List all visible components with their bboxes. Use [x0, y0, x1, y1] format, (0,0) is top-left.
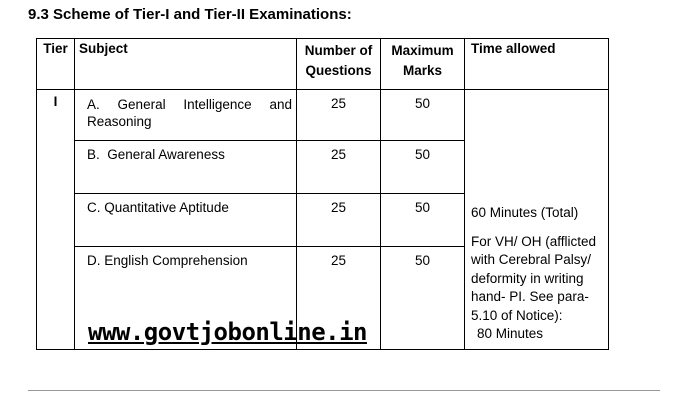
section-heading: 9.3 Scheme of Tier-I and Tier-II Examinations:: [28, 6, 352, 23]
marks-cell: 50: [381, 247, 465, 350]
subject-cell: C. Quantitative Aptitude: [75, 194, 297, 247]
page-divider: [28, 390, 660, 391]
header-time: Time allowed: [465, 39, 609, 90]
time-total: 60 Minutes (Total): [471, 205, 579, 220]
exam-scheme-table: [36, 38, 609, 350]
subject-cell: A. General Intelligence and Reasoning: [75, 90, 297, 141]
header-questions: Number of Questions: [297, 39, 381, 90]
subject-cell: B. General Awareness: [75, 141, 297, 194]
watermark-link[interactable]: www.govtjobonline.in: [88, 318, 367, 346]
questions-cell: 25: [297, 90, 381, 141]
marks-cell: 50: [381, 141, 465, 194]
marks-cell: 50: [381, 90, 465, 141]
header-tier: Tier: [37, 39, 75, 90]
marks-cell: 50: [381, 194, 465, 247]
questions-cell: 25: [297, 247, 381, 350]
questions-cell: 25: [297, 194, 381, 247]
time-note: For VH/ OH (afflicted with Cerebral Palsy/ deformity in writing hand- PI. See para- 5.10 of Notice):: [471, 233, 597, 323]
tier-cell: I: [37, 90, 75, 350]
table-row: [37, 90, 609, 141]
time-allowed-cell: [465, 90, 609, 350]
header-subject: Subject: [75, 39, 297, 90]
table-header-row: [37, 39, 609, 90]
header-marks: Maximum Marks: [381, 39, 465, 90]
questions-cell: 25: [297, 141, 381, 194]
subject-cell: D. English Comprehension: [75, 247, 297, 350]
time-alt: 80 Minutes: [477, 326, 544, 341]
